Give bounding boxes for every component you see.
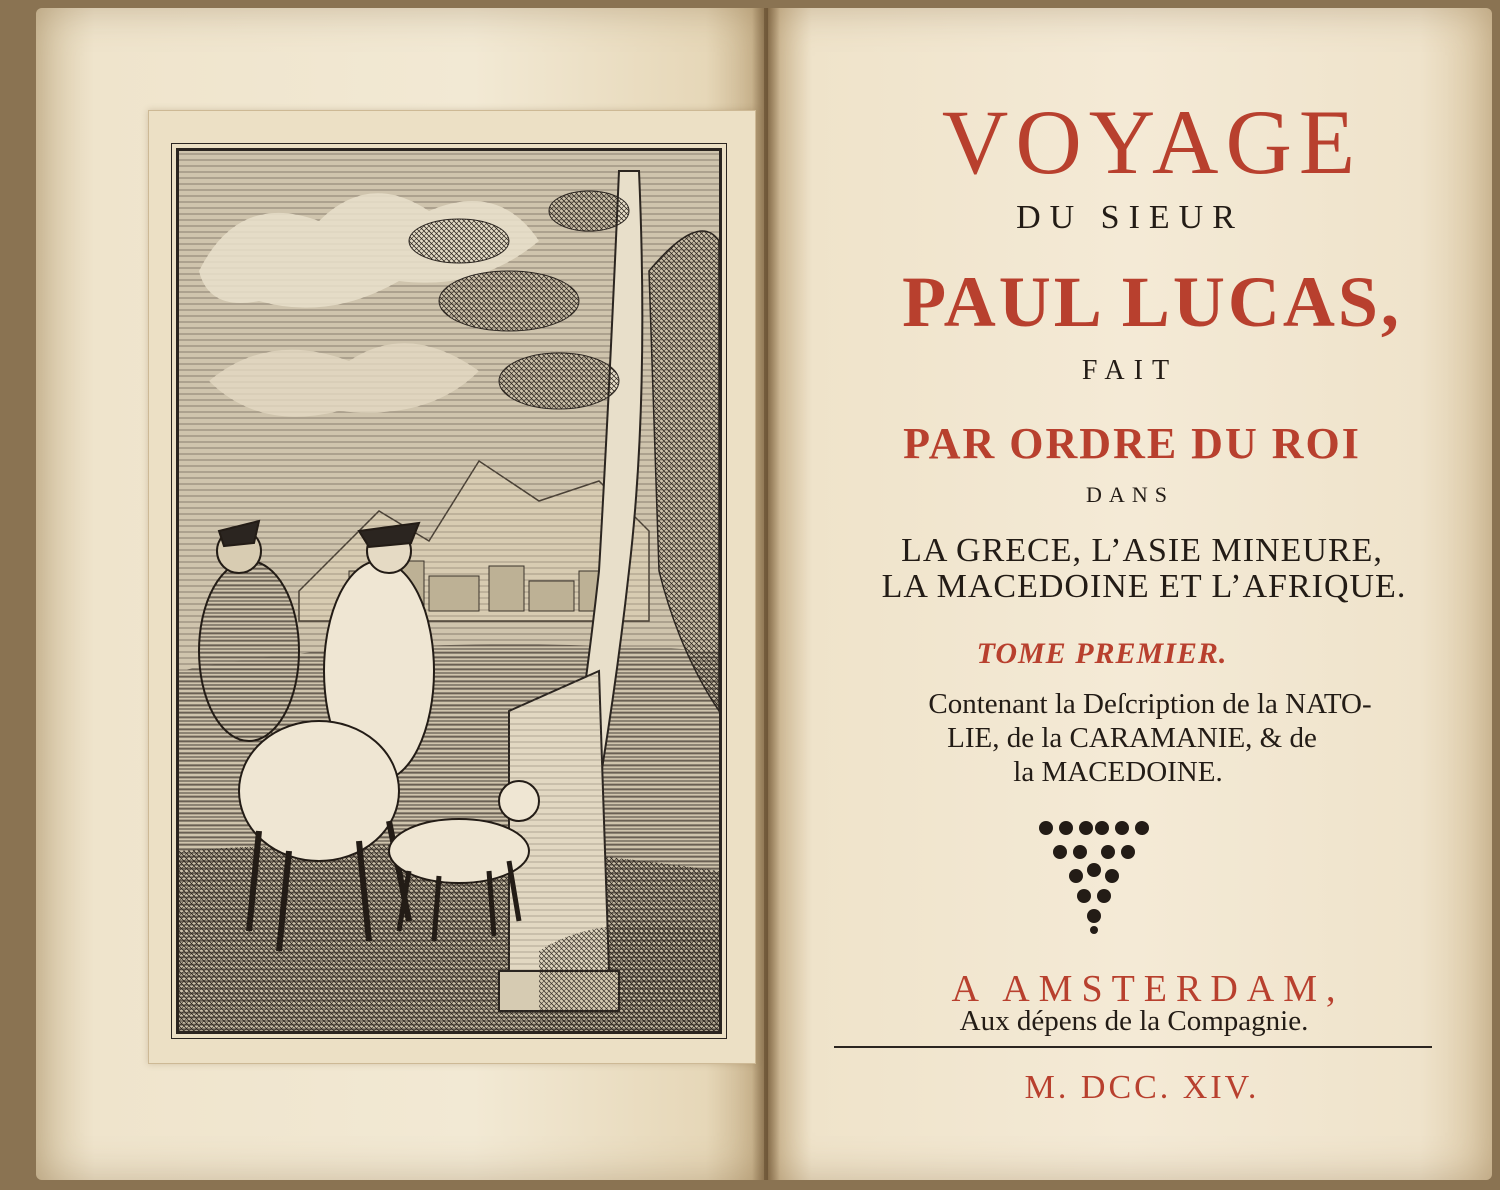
contents-line-3: la MACEDOINE.	[1013, 756, 1223, 788]
title-fait: FAIT	[1081, 355, 1179, 386]
imprint-publisher: Aux dépens de la Compagnie.	[959, 1005, 1309, 1037]
volume-label: TOME PREMIER.	[976, 637, 1228, 670]
title-regions-1: LA GRECE, L’ASIE MINEURE,	[901, 532, 1383, 569]
imprint-rule	[834, 1046, 1432, 1048]
title-voyage: VOYAGE	[941, 91, 1363, 193]
title-regions-2: LA MACEDOINE ET L’AFRIQUE.	[881, 568, 1407, 605]
title-par-ordre: PAR ORDRE DU ROI	[903, 419, 1361, 468]
title-dans: DANS	[1086, 482, 1174, 507]
frontispiece-engraving	[176, 148, 722, 1034]
contents-line-1: Contenant la Deſcription de la NATO-	[928, 688, 1372, 720]
engraving-illustration-icon	[179, 151, 719, 1031]
contents-line-2: LIE, de la CARAMANIE, & de	[947, 722, 1317, 754]
printer-ornament-icon	[1036, 818, 1152, 934]
title-du-sieur: DU SIEUR	[1016, 199, 1244, 236]
imprint-date: M. DCC. XIV.	[1024, 1069, 1260, 1106]
author-name: PAUL LUCAS,	[902, 262, 1402, 342]
imprint-place: A AMSTERDAM,	[951, 968, 1345, 1010]
